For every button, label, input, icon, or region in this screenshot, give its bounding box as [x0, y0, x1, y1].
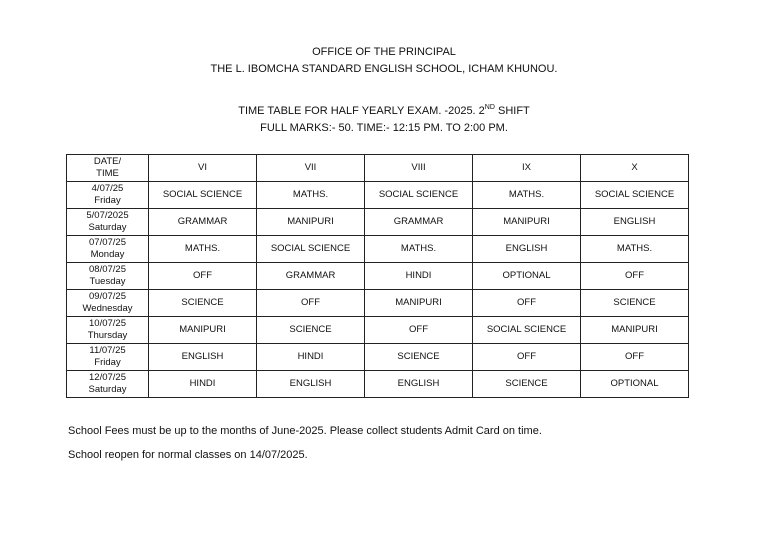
exam-date: 11/07/25: [89, 345, 126, 356]
exam-day: Wednesday: [82, 303, 133, 314]
subject-cell: SOCIAL SCIENCE: [257, 236, 365, 263]
timetable-body: [67, 182, 689, 398]
subject-cell: MATHS.: [581, 236, 689, 263]
subject-cell: MANIPURI: [473, 209, 581, 236]
exam-heading: [0, 103, 768, 137]
date-cell: [67, 371, 149, 398]
subject-cell: OFF: [365, 317, 473, 344]
date-cell: [67, 344, 149, 371]
exam-day: Thursday: [87, 330, 128, 341]
subject-cell: OFF: [473, 344, 581, 371]
subject-cell: OPTIONAL: [473, 263, 581, 290]
table-row: [67, 371, 689, 398]
subject-cell: MATHS.: [149, 236, 257, 263]
subject-cell: SCIENCE: [365, 344, 473, 371]
subject-cell: HINDI: [257, 344, 365, 371]
table-row: [67, 263, 689, 290]
subject-cell: MATHS.: [257, 182, 365, 209]
date-cell: [67, 236, 149, 263]
date-cell: [67, 182, 149, 209]
subject-cell: SCIENCE: [581, 290, 689, 317]
exam-date: 4/07/25: [91, 183, 124, 194]
fees-note: School Fees must be up to the months of June-2025. Please collect students Admit Card on time.: [68, 425, 542, 437]
subject-cell: MATHS.: [473, 182, 581, 209]
timetable-title: [0, 103, 768, 120]
reopen-note: School reopen for normal classes on 14/07/2025.: [68, 449, 308, 461]
date-cell: [67, 290, 149, 317]
subject-cell: OFF: [149, 263, 257, 290]
table-row: [67, 236, 689, 263]
exam-date: 10/07/25: [89, 318, 126, 329]
exam-day: Saturday: [88, 384, 127, 395]
table-row: [67, 290, 689, 317]
title-end: SHIFT: [494, 105, 530, 117]
marks-and-time: FULL MARKS:- 50. TIME:- 12:15 PM. TO 2:00 PM.: [260, 122, 508, 134]
class-header-vi: VI: [149, 155, 257, 182]
subject-cell: OPTIONAL: [581, 371, 689, 398]
exam-day: Tuesday: [89, 276, 126, 287]
subject-cell: ENGLISH: [473, 236, 581, 263]
table-row: [67, 344, 689, 371]
subject-cell: MANIPURI: [581, 317, 689, 344]
exam-date: 08/07/25: [89, 264, 126, 275]
exam-date: 07/07/25: [89, 237, 126, 248]
subject-cell: SCIENCE: [149, 290, 257, 317]
subject-cell: SOCIAL SCIENCE: [365, 182, 473, 209]
exam-date: 09/07/25: [89, 291, 126, 302]
subject-cell: OFF: [581, 263, 689, 290]
subject-cell: HINDI: [365, 263, 473, 290]
table-row: [67, 209, 689, 236]
class-header-viii: VIII: [365, 155, 473, 182]
subject-cell: ENGLISH: [581, 209, 689, 236]
table-header-row: [67, 155, 689, 182]
class-header-ix: IX: [473, 155, 581, 182]
subject-cell: ENGLISH: [257, 371, 365, 398]
date-time-header: DATE/ TIME: [67, 155, 149, 182]
subject-cell: SOCIAL SCIENCE: [149, 182, 257, 209]
title-main: TIME TABLE FOR HALF YEARLY EXAM. -2025. 2: [238, 105, 485, 117]
exam-date: 12/07/25: [89, 372, 126, 383]
date-cell: [67, 263, 149, 290]
exam-date: 5/07/2025: [86, 210, 129, 221]
subject-cell: OFF: [581, 344, 689, 371]
subject-cell: SOCIAL SCIENCE: [473, 317, 581, 344]
exam-day: Monday: [90, 249, 125, 260]
subject-cell: MATHS.: [365, 236, 473, 263]
subject-cell: MANIPURI: [149, 317, 257, 344]
date-cell: [67, 317, 149, 344]
table-row: [67, 182, 689, 209]
table-row: [67, 317, 689, 344]
subject-cell: ENGLISH: [149, 344, 257, 371]
school-name: THE L. IBOMCHA STANDARD ENGLISH SCHOOL, ICHAM KHUNOU.: [210, 63, 558, 75]
subject-cell: MANIPURI: [257, 209, 365, 236]
subject-cell: GRAMMAR: [257, 263, 365, 290]
subject-cell: GRAMMAR: [365, 209, 473, 236]
office-title: OFFICE OF THE PRINCIPAL: [312, 46, 456, 58]
subject-cell: SOCIAL SCIENCE: [581, 182, 689, 209]
letterhead: [0, 44, 768, 78]
exam-day: Friday: [94, 195, 121, 206]
exam-day: Saturday: [88, 222, 127, 233]
date-cell: [67, 209, 149, 236]
subject-cell: OFF: [473, 290, 581, 317]
subject-cell: GRAMMAR: [149, 209, 257, 236]
class-header-vii: VII: [257, 155, 365, 182]
subject-cell: MANIPURI: [365, 290, 473, 317]
subject-cell: SCIENCE: [473, 371, 581, 398]
subject-cell: HINDI: [149, 371, 257, 398]
exam-day: Friday: [94, 357, 121, 368]
title-superscript: ND: [484, 104, 495, 111]
exam-timetable: [66, 154, 689, 398]
subject-cell: SCIENCE: [257, 317, 365, 344]
subject-cell: OFF: [257, 290, 365, 317]
class-header-x: X: [581, 155, 689, 182]
subject-cell: ENGLISH: [365, 371, 473, 398]
